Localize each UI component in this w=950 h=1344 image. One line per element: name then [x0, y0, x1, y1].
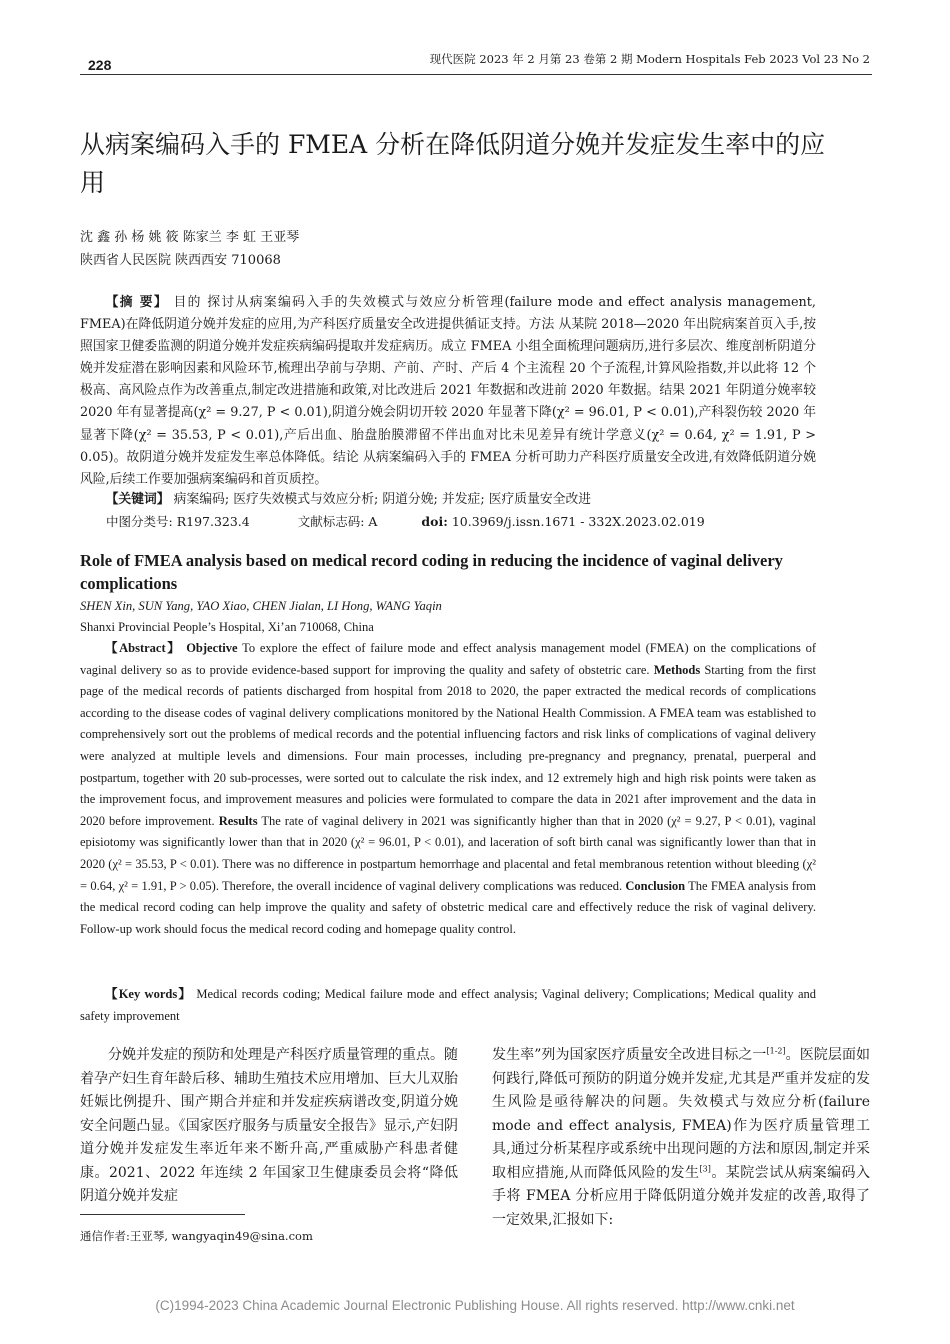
affiliation: 陕西省人民医院 陕西西安 710068 [80, 253, 281, 268]
keywords-chinese [80, 489, 816, 511]
clc-value: R197.323.4 [176, 514, 250, 529]
running-head: 现代医院 2023 年 2 月第 23 卷第 2 期 Modern Hospitals Feb 2023 Vol 23 No 2 [429, 52, 870, 66]
classification-line [106, 512, 705, 530]
abstract-chinese [80, 292, 816, 491]
objective-label: Objective [186, 641, 238, 655]
page-number: 228 [88, 57, 112, 73]
body-text: 。某院尝试从病案编码入手将 FMEA 分析应用于降低阴道分娩并发症的改善,取得了一定效果,汇报如下: [492, 1164, 871, 1228]
copyright-notice: (C)1994-2023 China Academic Journal Electronic Publishing House. All rights reserved. http://www.cnki.net [155, 1298, 795, 1313]
abstract-english [80, 638, 816, 940]
english-authors: SHEN Xin, SUN Yang, YAO Xiao, CHEN Jialan, LI Hong, WANG Yaqin [80, 599, 442, 613]
doc-code-label: 文献标志码: [297, 514, 365, 529]
body-right-column [492, 1044, 870, 1232]
body-text: 。医院层面如何践行,降低可预防的阴道分娩并发症,尤其是严重并发症的发生风险是亟待解决的问题。失效模式与效应分析(failure mode and effect analysis, FMEA)作为医疗质量管理工具,通过分析某程序或系统中出现问题的方法和原因,制定并采取相应措施,从而降低风险的发生 [492, 1047, 871, 1181]
body-paragraph: 分娩并发症的预防和处理是产科医疗质量管理的重点。随着孕产妇生育年龄后移、辅助生殖技术应用增加、巨大儿双胎妊娠比例提升、围产期合并症和并发症疾病谱改变,阴道分娩安全问题凸显。《国家医疗服务与质量安全报告》显示,产妇阴道分娩并发症发生率近年来不断升高,严重威胁产科患者健康。2021、2022 年连续 2 年国家卫生健康委员会将“降低阴道分娩并发症 [80, 1047, 458, 1204]
en-abstract-label: 【Abstract】 [105, 641, 182, 655]
results-label: Results [218, 813, 258, 828]
conclusion-label: Conclusion [625, 878, 686, 893]
en-keywords-label: 【Key words】 [105, 987, 193, 1001]
doc-code-value: A [368, 514, 378, 529]
author-list: 沈 鑫 孙 杨 姚 筱 陈家兰 李 虹 王亚琴 [80, 230, 300, 245]
footnote: 通信作者:王亚琴, wangyaqin49@sina.com [80, 1229, 313, 1243]
abstract-text: 目的 探讨从病案编码入手的失效模式与效应分析管理(failure mode and effect analysis management, FMEA)在降低阴道分娩并发症的应用,为产科医疗质量安全改进提供循证支持。方法 从某院 2018—2020 年出院病案首页入手,按照国家卫健委监测的阴道分娩并发症疾病编码提取并发症病历。成立 FMEA 小组全面梳理问题病历,进行多层次、维度剖析阴道分娩并发症潜在影响因素和风险环节,梳理出孕前与孕期、产前、产时、产后 4 个主流程 20 个子流程,计算风险指数,并以此将 12 个极高、高风险点作为改善重点,制定改进措施和政策,对比改进后 2021 年数据和改进前 2020 年数据。结果 2021 年阴道分娩率较 2020 年有显著提高(χ² = 9.27, P < 0.01),阴道分娩会阴切开较 2020 年显著下降(χ² = 96.01, P < 0.01),产科裂伤较 2020 年显著下降(χ² = 35.53, P < 0.01),产后出血、胎盘胎膜滞留不伴出血对比未见差异有统计学意义(χ² = 0.64, χ² = 1.91, P > 0.05)。故阴道分娩并发症发生率总体降低。结论 从病案编码入手的 FMEA 分析可助力产科医疗质量安全改进,有效降低阴道分娩风险,后续工作要加强病案编码和首页质控。 [80, 295, 816, 487]
abstract-label: 【摘 要】 [105, 295, 169, 310]
results-text: The rate of vaginal delivery in 2021 was significantly higher than that in 2020 (χ² = 9.27, P < 0.01), vaginal episiotomy was significantly lower than that in 2020 (χ² = 96.01, P < 0.01), and laceration of soft birth canal was significantly lower than that in 2020 (χ² = 35.53, P < 0.01). There was no difference in postpartum hemorrhage and placental and fetal membranous retention without bleeding (χ² = 0.64, χ² = 1.91, P > 0.05). Therefore, the overall incidence of vaginal delivery complications was reduced. [80, 813, 817, 893]
english-affiliation: Shanxi Provincial People’s Hospital, Xi’an 710068, China [80, 620, 374, 634]
body-text: 发生率”列为国家医疗质量安全改进目标之一 [492, 1047, 767, 1063]
keywords-text: 病案编码; 医疗失效模式与效应分析; 阴道分娩; 并发症; 医疗质量安全改进 [173, 492, 592, 507]
objective-text: To explore the effect of failure mode and effect analysis management model (FMEA) on the complications of vaginal delivery so as to provide evidence-based support for improving the quality and safety of obstetric care. [80, 641, 817, 677]
doi-value: 10.3969/j.issn.1671 - 332X.2023.02.019 [451, 514, 705, 529]
doi-label: doi: [421, 514, 448, 529]
body-paragraph-continued [492, 1044, 870, 1232]
article-title: 从病案编码入手的 FMEA 分析在降低阴道分娩并发症发生率中的应用 [80, 130, 826, 197]
clc-label: 中图分类号: [106, 514, 173, 529]
body-left-column [80, 1044, 458, 1209]
citation: [1-2] [766, 1046, 786, 1056]
english-title: Role of FMEA analysis based on medical record coding in reducing the incidence of vaginal delivery complications [80, 551, 783, 593]
methods-text: Starting from the first page of the medical records of patients discharged from hospital from 2018 to 2020, the paper extracted the medical records of complications according to the disease codes of vaginal delivery complications monitored by the National Health Commission. A FMEA team was established to comprehensively sort out the problems of medical records and the potential influencing factors and risk links of complications of vaginal delivery were analyzed at multiple levels and dimensions. Four main processes, including pre-pregnancy and pregnancy, prenatal, puerperal and postpartum, together with 20 sub-processes, were sorted out to calculate the risk index, and 12 extremely high and high risk points were taken as the improvement focus, and improvement measures and policies were formulated to compare the data in 2021 after improvement and the data in 2020 before improvement. [80, 662, 816, 828]
header-rule [80, 74, 872, 75]
conclusion-text: The FMEA analysis from the medical record coding can help improve the quality and safety of obstetric medical care and effectively reduce the risk of vaginal delivery. Follow-up work should focus the medical record coding and homepage quality control. [80, 878, 817, 936]
keywords-english [80, 984, 816, 1027]
en-keywords-text: Medical records coding; Medical failure mode and effect analysis; Vaginal delivery; Complications; Medical quality and safety improvement [80, 987, 816, 1023]
keywords-label: 【关键词】 [105, 492, 170, 507]
methods-label: Methods [653, 662, 701, 677]
footnote-rule [80, 1214, 245, 1215]
citation: [3] [699, 1163, 711, 1173]
